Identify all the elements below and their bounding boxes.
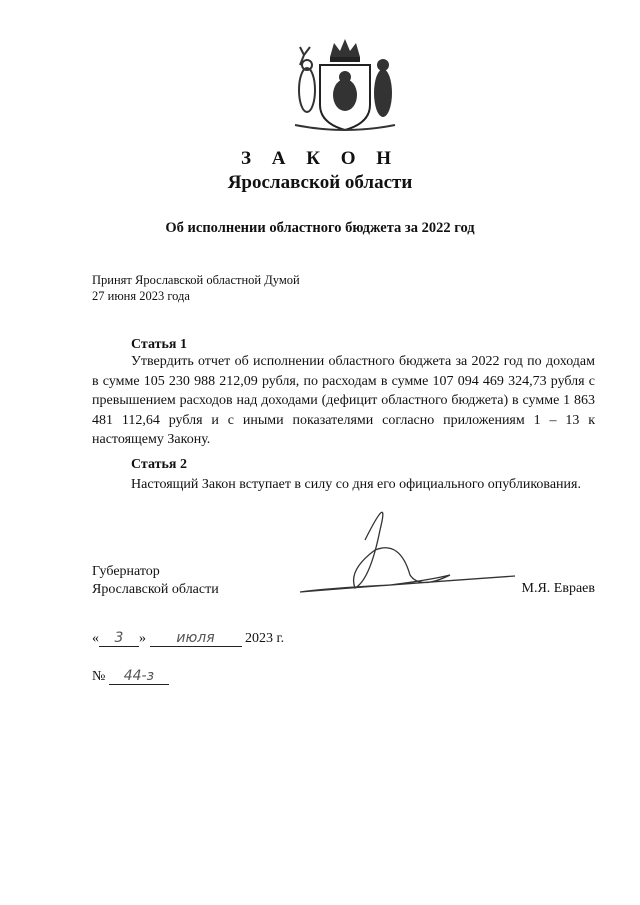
signatory-name: М.Я. Евраев	[521, 581, 595, 596]
number-label: №	[92, 669, 106, 684]
signing-day: 3	[99, 630, 139, 647]
law-number-value: 44-з	[109, 668, 169, 685]
law-number	[92, 668, 169, 685]
adoption-date: 27 июня 2023 года	[92, 289, 190, 303]
quote-close: »	[139, 631, 146, 646]
quote-open: «	[92, 631, 99, 646]
signing-month: июля	[150, 630, 242, 647]
signing-date	[92, 630, 284, 647]
law-subject-title: Об исполнении областного бюджета за 2022 год	[165, 220, 475, 236]
article-1-text: Утвердить отчет об исполнении областного бюджета за 2022 год по доходам в сумме 105 230 988 212,09 рубля, по расходам в сумме 107 094 469 324,73 рубля с превышением расходов над доходами (дефицит областного бюджета) в сумме 1 863 481 112,64 рубля и с иными показателями согласно приложениям 1 – 13 к настоящему Закону.	[92, 354, 595, 447]
adoption-info	[92, 272, 300, 304]
article-2-text: Настоящий Закон вступает в силу со дня его официального опубликования.	[131, 477, 581, 492]
signatory-position-line-2: Ярославской области	[92, 582, 219, 597]
signing-year: 2023 г.	[245, 631, 285, 646]
article-1-title: Статья 1	[131, 337, 187, 352]
signatory-position	[92, 563, 219, 599]
region-title: Ярославской области	[227, 172, 413, 193]
adoption-body: Принят Ярославской областной Думой	[92, 273, 300, 287]
article-2-title: Статья 2	[131, 457, 187, 472]
handwritten-signature	[240, 480, 520, 620]
document-type-title: З А К О Н	[240, 148, 400, 169]
coat-of-arms-icon	[290, 35, 400, 135]
signatory-position-line-1: Губернатор	[92, 564, 160, 579]
